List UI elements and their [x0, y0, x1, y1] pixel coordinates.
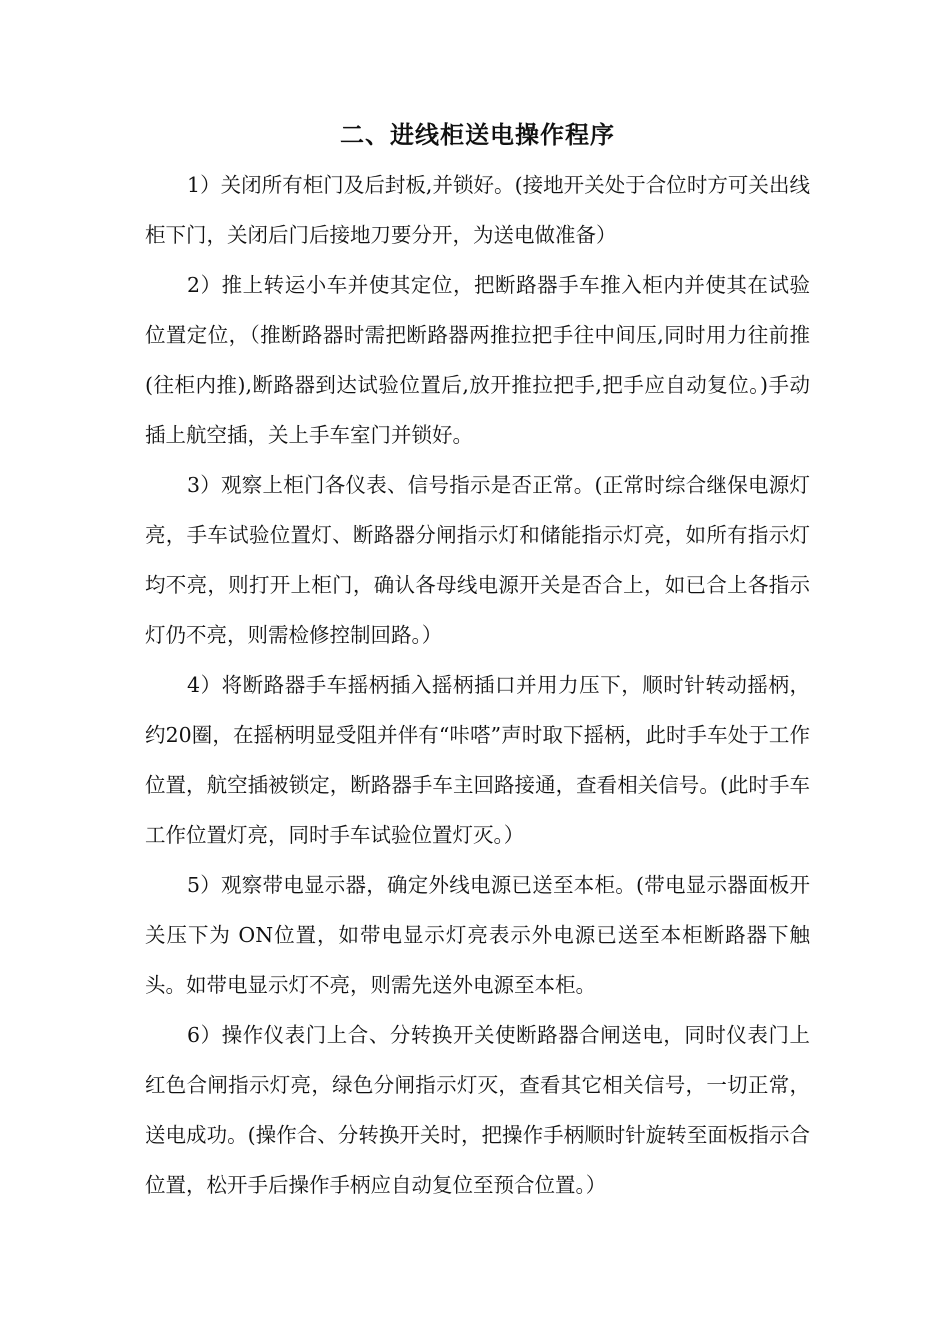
paragraph-step-4: 4）将断路器手车摇柄插入摇柄插口并用力压下，顺时针转动摇柄，约20圈，在摇柄明显受阻并伴有“咔嗒”声时取下摇柄，此时手车处于工作位置，航空插被锁定，断路器手车主回路接通，查看相关信号。(此时手车工作位置灯亮，同时手车试验位置灯灭。）: [145, 673, 810, 847]
paragraph-step-5: 5）观察带电显示器，确定外线电源已送至本柜。(带电显示器面板开关压下为 ON位置，如带电显示灯亮表示外电源已送至本柜断路器下触头。如带电显示灯不亮，则需先送外电源至本柜。: [145, 873, 810, 997]
paragraph-step-3: 3）观察上柜门各仪表、信号指示是否正常。(正常时综合继保电源灯亮，手车试验位置灯、断路器分闸指示灯和储能指示灯亮，如所有指示灯均不亮，则打开上柜门，确认各母线电源开关是否合上，如已合上各指示灯仍不亮，则需检修控制回路。）: [145, 473, 810, 647]
paragraph-step-1: 1）关闭所有柜门及后封板,并锁好。(接地开关处于合位时方可关出线柜下门，关闭后门后接地刀要分开，为送电做准备）: [145, 173, 810, 247]
paragraph-step-6: 6）操作仪表门上合、分转换开关使断路器合闸送电，同时仪表门上红色合闸指示灯亮，绿色分闸指示灯灭，查看其它相关信号，一切正常，送电成功。(操作合、分转换开关时，把操作手柄顺时针旋转至面板指示合位置，松开手后操作手柄应自动复位至预合位置。）: [145, 1023, 810, 1197]
document-page: [145, 110, 810, 1210]
paragraph-step-2: 2）推上转运小车并使其定位，把断路器手车推入柜内并使其在试验位置定位，（推断路器时需把断路器两推拉把手往中间压,同时用力往前推(往柜内推),断路器到达试验位置后,放开推拉把手,把手应自动复位。)手动插上航空插，关上手车室门并锁好。: [145, 273, 810, 447]
page-title: 二、进线柜送电操作程序: [340, 120, 615, 149]
